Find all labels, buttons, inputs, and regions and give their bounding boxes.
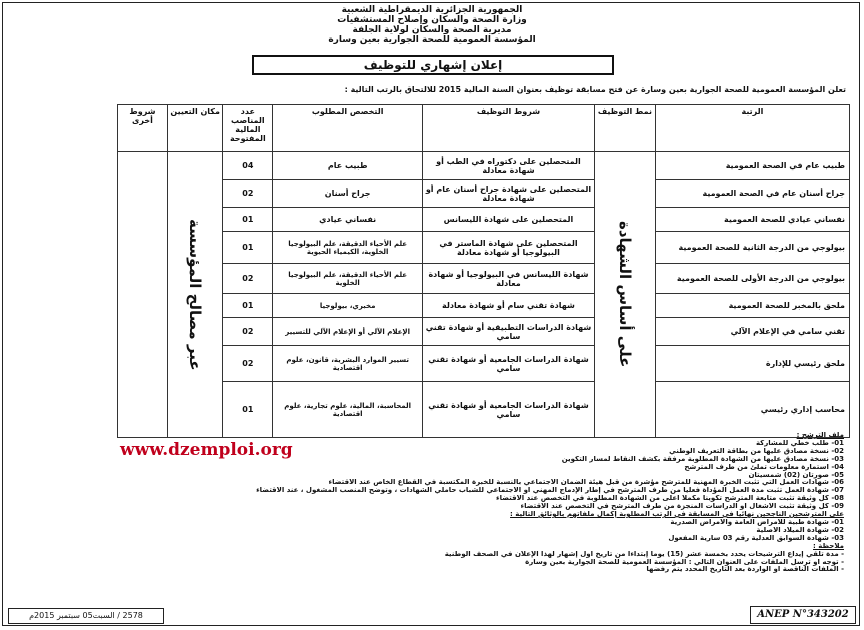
notice-title: إعلان إشهاري للتوظيف [252, 55, 614, 75]
condition-cell: شهادة الليسانس في البيولوجيا أو شهادة معادلة [423, 264, 595, 294]
specialty-cell: علم الأحياء الدقيقة، علم البيولوجيا الخلوية [273, 264, 423, 294]
positions-cell: 04 [223, 152, 273, 180]
positions-cell: 02 [223, 264, 273, 294]
doc-item: 07- شهادة العمل تثبت مدة العمل المؤداة فعليا من طرف المترشح في إطار الإدماج المهني أو الاجتماعي للشباب حاملي الشهادات ، وتوضح المنصب المشغول ، عند الاقتضاء [256, 487, 844, 495]
condition-cell: المتحصلين على شهادة الماستر في البيولوجيا أو شهادة معادلة [423, 232, 595, 264]
condition-cell: المتحصلين على شهادة جراح أسنان عام أو شهادة معادلة [423, 180, 595, 208]
positions-cell: 01 [223, 208, 273, 232]
website-watermark: www.dzemploi.org [120, 440, 293, 460]
doc-item: 04- استمارة معلومات تملئ من طرف المترشح [684, 463, 844, 471]
mode-cell [594, 152, 655, 438]
specialty-cell: جراح أسنان [273, 180, 423, 208]
col-conditions: شروط التوظيف [423, 105, 595, 152]
documents-section [104, 432, 844, 574]
rank-cell: ملحق بالمخبر للصحة العمومية [655, 294, 849, 318]
positions-cell: 02 [223, 180, 273, 208]
positions-table [117, 104, 850, 438]
rank-cell: بيولوجي من الدرجة الأولى للصحة العمومية [655, 264, 849, 294]
table-row [118, 294, 850, 318]
positions-cell: 01 [223, 382, 273, 438]
rank-cell: نفساني عيادي للصحة العمومية [655, 208, 849, 232]
condition-cell: المتحصلين على شهادة الليسانس [423, 208, 595, 232]
header-line-3: مديرية الصحة والسكان لولاية الجلفة [352, 25, 512, 35]
specialty-cell: مخبري، بيولوجيا [273, 294, 423, 318]
final-documents-heading: على المترشحين الناجحين نهائيا في المسابقة في الرتب المطلوبة إكمال ملفاتهم بالوثائق التالية : [510, 511, 844, 519]
condition-cell: المتحصلين على دكتوراه في الطب أو شهادة معادلة [423, 152, 595, 180]
doc-item: 03- نسخة مصادق عليها من الشهادة المطلوبة مرفقة بكشف النقاط لمسار التكوين [561, 455, 844, 463]
table-row [118, 208, 850, 232]
note-item: - الملفات الناقصة أو الواردة بعد التاريخ المحدد يتم رفضها [646, 566, 844, 574]
rank-cell: تقني سامي في الإعلام الآلي [655, 318, 849, 346]
table-row [118, 180, 850, 208]
col-specialty: التخصص المطلوب [273, 105, 423, 152]
positions-cell: 01 [223, 232, 273, 264]
table-row [118, 152, 850, 180]
table-row [118, 382, 850, 438]
final-doc-item: 03- شهادة السوابق العدلية رقم 03 سارية المفعول [668, 534, 844, 542]
specialty-cell: طبيب عام [273, 152, 423, 180]
header-line-4: المؤسسة العمومية للصحة الجوارية بعين وسارة [328, 35, 536, 45]
specialty-cell: نفساني عيادي [273, 208, 423, 232]
col-positions: عدد المناصب المالية المفتوحة [223, 105, 273, 152]
table-row [118, 264, 850, 294]
rank-cell: محاسب إداري رئيسي [655, 382, 849, 438]
rank-cell: طبيب عام في الصحة العمومية [655, 152, 849, 180]
place-value: عبر مصالح المؤسسة [186, 218, 205, 371]
doc-item: 09- كل وثيقة تثبت الأشغال أو الدراسات المنجزة من طرف المترشح في التخصص عند الاقتضاء [520, 503, 844, 511]
header-line-1: الجمهورية الجزائرية الديمقراطية الشعبية [341, 5, 523, 15]
rank-cell: ملحق رئيسي للإدارة [655, 346, 849, 382]
specialty-cell: الإعلام الآلي أو الإعلام الآلي للتسيير [273, 318, 423, 346]
specialty-cell: علم الأحياء الدقيقة، علم البيولوجيا الخلوية، الكيمياء الحيوية [273, 232, 423, 264]
positions-cell: 01 [223, 294, 273, 318]
other-cell [118, 152, 168, 438]
letterhead [0, 5, 864, 45]
condition-cell: شهادة الدراسات الجامعية أو شهادة تقني سامي [423, 346, 595, 382]
mode-value: على أساس الشهادة [615, 221, 634, 368]
table-row [118, 232, 850, 264]
anep-reference: ANEP N°343202 [750, 606, 856, 624]
rank-cell: جراح أسنان عام في الصحة العمومية [655, 180, 849, 208]
note-item: - مدة تلقي إيداع الترشيحات يحدد بخمسة عشر (15) يوما إبتداءا من تاريخ أول إشهار لهذا الإعلان في الصحف الوطنية [444, 550, 844, 558]
condition-cell: شهادة الدراسات التطبيقية أو شهادة تقني سامي [423, 318, 595, 346]
col-rank: الرتبة [655, 105, 849, 152]
doc-item: 08- كل وثيقة تثبت متابعة المترشح تكوينا مكملا أعلى من الشهادة المطلوبة في التخصص عند الاقتضاء [496, 495, 844, 503]
col-other: شروط أخرى [118, 105, 168, 152]
specialty-cell: تسيير الموارد البشرية، قانون، علوم اقتصادية [273, 346, 423, 382]
condition-cell: شهادة تقني سام أو شهادة معادلة [423, 294, 595, 318]
rank-cell: بيولوجي من الدرجة الثانية للصحة العمومية [655, 232, 849, 264]
final-doc-item: 01- شهادة طبية للأمراض العامة والأمراض الصدرية [670, 518, 844, 526]
intro-text: تعلن المؤسسة العمومية للصحة الجوارية بعين وسارة عن فتح مسابقة توظيف بعنوان السنة المالية 2015 للالتحاق بالرتب التالية : [344, 85, 846, 94]
note-heading: ملاحظة : [813, 542, 844, 550]
condition-cell: شهادة الدراسات الجامعية أو شهادة تقني سامي [423, 382, 595, 438]
note-item: - توجه أو ترسل الملفات على العنوان التالي : المؤسسة العمومية للصحة الجوارية بعين وسارة [525, 558, 844, 566]
documents-heading: ملف الترشح : [796, 432, 844, 439]
doc-item: 02- نسخة مصادق عليها من بطاقة التعريف الوطني [669, 447, 844, 455]
doc-item: 01- طلب خطي للمشاركة [755, 439, 844, 447]
doc-item: 06- شهادات العمل التي تثبت الخبرة المهنية للمترشح مؤشرة من قبل هيئة الضمان الاجتماعي بالنسبة للخبرة المكتسبة في القطاع الخاص عند الاقتضاء [328, 479, 844, 487]
col-place: مكان التعيين [167, 105, 222, 152]
header-line-2: وزارة الصحة والسكان وإصلاح المستشفيات [337, 15, 527, 25]
place-cell [167, 152, 222, 438]
doc-item: 05- صورتان (02) شمسيتان [748, 471, 844, 479]
table-row [118, 318, 850, 346]
col-mode: نمط التوظيف [594, 105, 655, 152]
positions-cell: 02 [223, 346, 273, 382]
specialty-cell: المحاسبة، المالية، علوم تجارية، علوم اقتصادية [273, 382, 423, 438]
positions-cell: 02 [223, 318, 273, 346]
issue-date-box: 2578 / السبت05 سبتمبر 2015م [8, 608, 164, 624]
final-doc-item: 02- شهادة الميلاد الأصلية [756, 526, 844, 534]
table-row [118, 346, 850, 382]
